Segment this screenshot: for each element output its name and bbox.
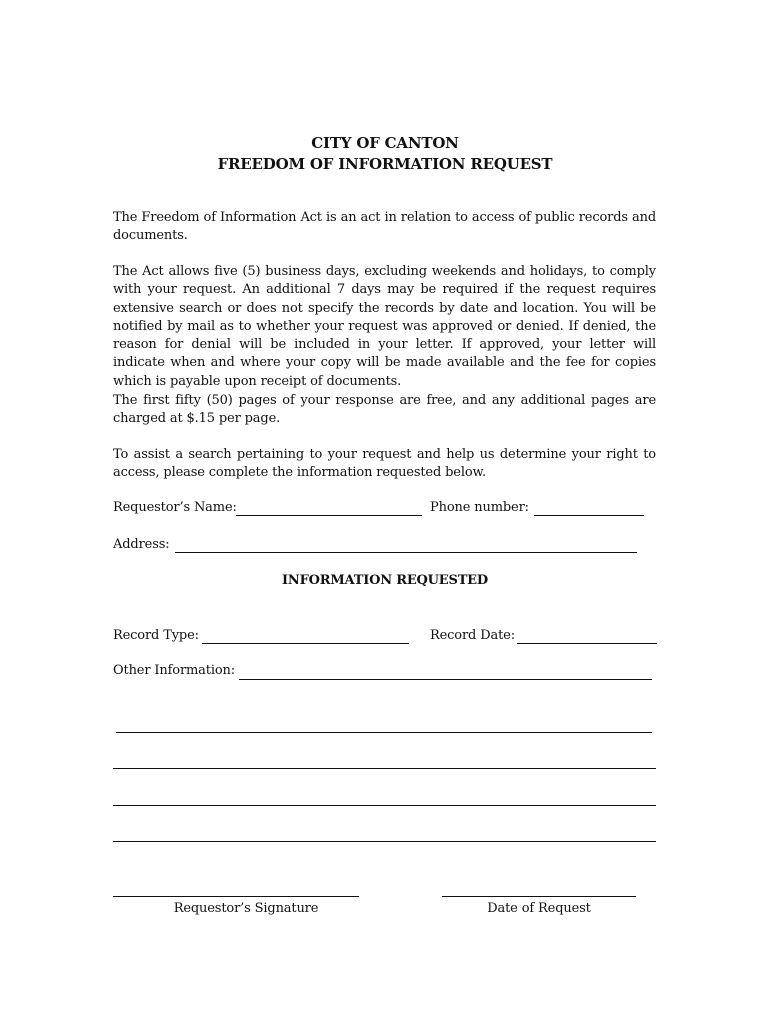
record-type-label: Record Type: xyxy=(113,628,199,643)
other-information-line-5[interactable] xyxy=(113,841,656,842)
signature-caption: Requestor’s Signature xyxy=(173,901,319,916)
signature-line[interactable] xyxy=(113,896,359,897)
fee-paragraph: The first fifty (50) pages of your response are free, and any additional pages are charged at $.15 per page. xyxy=(113,393,656,427)
requestor-name-label: Requestor’s Name: xyxy=(113,500,237,515)
instructions-paragraph: To assist a search pertaining to your request and help us determine your right to access, please complete the information requested below. xyxy=(113,447,656,481)
other-information-line-4[interactable] xyxy=(113,805,656,806)
address-field[interactable] xyxy=(175,552,637,553)
phone-number-label: Phone number: xyxy=(430,500,529,515)
record-date-field[interactable] xyxy=(517,643,657,644)
requestor-name-field[interactable] xyxy=(236,515,422,516)
other-information-line-2[interactable] xyxy=(116,732,652,733)
other-information-label: Other Information: xyxy=(113,663,235,678)
record-type-field[interactable] xyxy=(202,643,409,644)
information-requested-heading: INFORMATION REQUESTED xyxy=(282,573,488,588)
act-timing-paragraph: The Act allows five (5) business days, excluding weekends and holidays, to comply with your request. An additional 7 days may be required if the request requires extensive search or does not specify the records by date and location. You will be notified by mail as to whether your request was approved or denied. If denied, the reason for denial will be included in your letter. If approved, your letter will indicate when and where your copy will be made available and the fee for copies which is payable upon receipt of documents. xyxy=(113,264,656,389)
other-information-field[interactable] xyxy=(239,679,652,680)
address-label: Address: xyxy=(113,537,170,552)
document-title-line-1: CITY OF CANTON xyxy=(311,134,459,152)
date-of-request-caption: Date of Request xyxy=(487,901,591,916)
date-of-request-line[interactable] xyxy=(442,896,636,897)
phone-number-field[interactable] xyxy=(534,515,644,516)
other-information-line-3[interactable] xyxy=(113,768,656,769)
intro-paragraph: The Freedom of Information Act is an act in relation to access of public records and documents. xyxy=(113,210,656,244)
record-date-label: Record Date: xyxy=(430,628,515,643)
document-title-line-2: FREEDOM OF INFORMATION REQUEST xyxy=(217,155,553,173)
